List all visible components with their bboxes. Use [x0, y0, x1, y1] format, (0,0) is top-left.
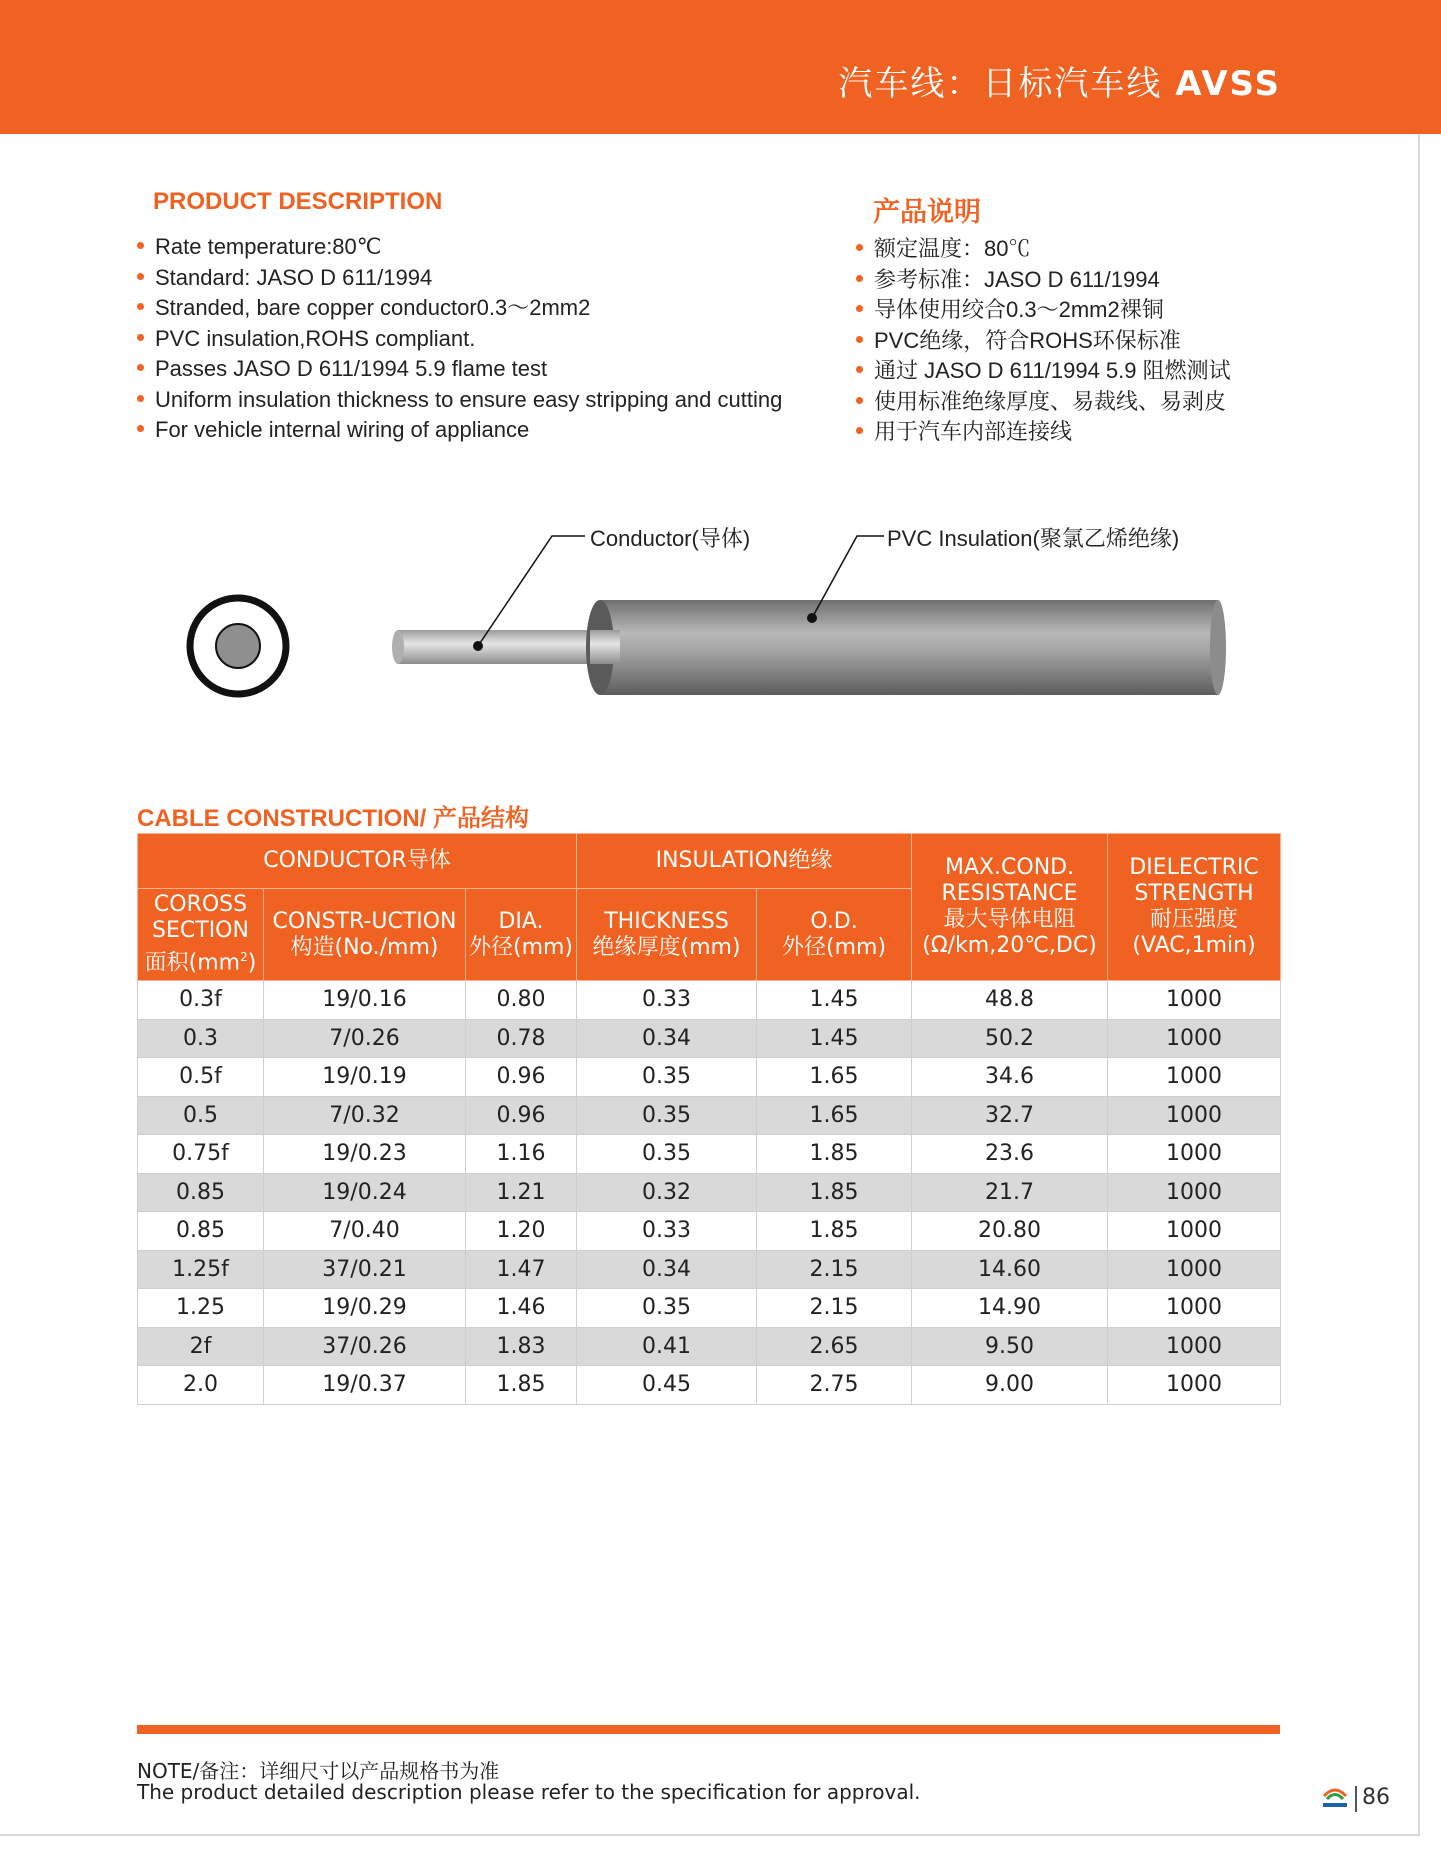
table-cell: 1.16	[466, 1135, 577, 1174]
table-row	[138, 1327, 1281, 1366]
table-row	[138, 1250, 1281, 1289]
page-number-separator	[1355, 1786, 1357, 1812]
table-cell: 0.85	[138, 1212, 264, 1251]
table-cell: 2.65	[757, 1327, 912, 1366]
table-cell: 0.96	[466, 1058, 577, 1097]
table-cell: 0.34	[577, 1250, 757, 1289]
cable-construction-table	[137, 833, 1281, 1405]
page-number: 86	[1362, 1785, 1390, 1810]
table-cell: 1000	[1108, 1135, 1281, 1174]
table-cell: 1000	[1108, 1058, 1281, 1097]
cable-construction-title: CABLE CONSTRUCTION/ 产品结构	[137, 805, 529, 832]
table-cell: 1000	[1108, 1327, 1281, 1366]
table-cell: 1000	[1108, 1019, 1281, 1058]
table-cell: 0.5f	[138, 1058, 264, 1097]
table-cell: 1.46	[466, 1289, 577, 1328]
product-description-list	[137, 232, 782, 446]
od-header: O.D. 外径(mm)	[757, 889, 912, 981]
table-cell: 1.47	[466, 1250, 577, 1289]
table-cell: 0.45	[577, 1366, 757, 1405]
table-cell: 1.21	[466, 1173, 577, 1212]
table-cell: 9.50	[912, 1327, 1108, 1366]
table-cell: 0.35	[577, 1135, 757, 1174]
table-cell: 21.7	[912, 1173, 1108, 1212]
resistance-header: MAX.COND. RESISTANCE 最大导体电阻 (Ω/km,20℃,DC)	[912, 834, 1108, 981]
table-cell: 19/0.24	[264, 1173, 466, 1212]
table-row	[138, 1173, 1281, 1212]
table-cell: 34.6	[912, 1058, 1108, 1097]
page-header	[0, 0, 1441, 134]
description-item: Stranded, bare copper conductor0.3～2mm2	[137, 293, 782, 324]
table-cell: 20.80	[912, 1212, 1108, 1251]
cable-diagram	[0, 500, 1441, 740]
table-cell: 0.5	[138, 1096, 264, 1135]
table-row	[138, 1058, 1281, 1097]
table-cell: 0.78	[466, 1019, 577, 1058]
table-cell: 50.2	[912, 1019, 1108, 1058]
construction-header: CONSTR-UCTION 构造(No./mm)	[264, 889, 466, 981]
table-row	[138, 1135, 1281, 1174]
table-row	[138, 1096, 1281, 1135]
product-description-title: PRODUCT DESCRIPTION	[153, 188, 443, 215]
table-cell: 1000	[1108, 1289, 1281, 1328]
description-item: PVC insulation,ROHS compliant.	[137, 324, 782, 355]
table-cell: 37/0.26	[264, 1327, 466, 1366]
description-item: Standard: JASO D 611/1994	[137, 263, 782, 294]
bottom-border-line	[0, 1834, 1420, 1836]
table-cell: 1.83	[466, 1327, 577, 1366]
table-cell: 1000	[1108, 1173, 1281, 1212]
table-cell: 2.15	[757, 1250, 912, 1289]
dielectric-header: DIELECTRIC STRENGTH 耐压强度 (VAC,1min)	[1108, 834, 1281, 981]
table-cell: 1.85	[757, 1173, 912, 1212]
table-row	[138, 1019, 1281, 1058]
conductor-label: Conductor(导体)	[590, 526, 751, 551]
table-row	[138, 981, 1281, 1020]
table-cell: 14.60	[912, 1250, 1108, 1289]
table-cell: 0.80	[466, 981, 577, 1020]
table-cell: 7/0.26	[264, 1019, 466, 1058]
table-row	[138, 1289, 1281, 1328]
table-cell: 19/0.37	[264, 1366, 466, 1405]
table-cell: 2f	[138, 1327, 264, 1366]
table-cell: 48.8	[912, 981, 1108, 1020]
table-cell: 0.35	[577, 1289, 757, 1328]
table-cell: 1.25f	[138, 1250, 264, 1289]
table-cell: 23.6	[912, 1135, 1108, 1174]
product-description-cn-title: 产品说明	[873, 197, 981, 227]
table-cell: 0.96	[466, 1096, 577, 1135]
page-title: 汽车线：日标汽车线 AVSS	[838, 64, 1281, 104]
table-body	[138, 981, 1281, 1405]
cross-section-icon	[190, 598, 286, 694]
footer-accent-bar	[137, 1725, 1280, 1734]
table-cell: 0.3f	[138, 981, 264, 1020]
description-item: For vehicle internal wiring of appliance	[137, 415, 782, 446]
description-item: 通过 JASO D 611/1994 5.9 阻燃测试	[856, 356, 1231, 387]
table-cell: 19/0.16	[264, 981, 466, 1020]
table-cell: 19/0.19	[264, 1058, 466, 1097]
table-cell: 1000	[1108, 1366, 1281, 1405]
table-cell: 0.32	[577, 1173, 757, 1212]
table-cell: 32.7	[912, 1096, 1108, 1135]
note-cn: NOTE/备注：详细尺寸以产品规格书为准	[137, 1759, 500, 1783]
table-cell: 2.75	[757, 1366, 912, 1405]
description-item: Uniform insulation thickness to ensure easy stripping and cutting	[137, 385, 782, 416]
table-cell: 7/0.40	[264, 1212, 466, 1251]
table-cell: 1.20	[466, 1212, 577, 1251]
table-cell: 0.34	[577, 1019, 757, 1058]
insulation-group-header: INSULATION绝缘	[577, 834, 912, 889]
table-cell: 0.75f	[138, 1135, 264, 1174]
table-row	[138, 1366, 1281, 1405]
table-cell: 0.3	[138, 1019, 264, 1058]
table-row	[138, 1212, 1281, 1251]
table-cell: 0.85	[138, 1173, 264, 1212]
table-cell: 9.00	[912, 1366, 1108, 1405]
table-cell: 0.35	[577, 1058, 757, 1097]
description-item: 使用标准绝缘厚度、易裁线、易剥皮	[856, 387, 1231, 418]
table-cell: 1000	[1108, 1096, 1281, 1135]
description-item: Rate temperature:80℃	[137, 232, 782, 263]
table-cell: 1.65	[757, 1096, 912, 1135]
note-en: The product detailed description please refer to the specification for approval.	[137, 1780, 921, 1804]
table-cell: 7/0.32	[264, 1096, 466, 1135]
table-cell: 1.85	[757, 1212, 912, 1251]
table-cell: 1.25	[138, 1289, 264, 1328]
insulation-label: PVC Insulation(聚氯乙烯绝缘)	[887, 526, 1180, 551]
company-logo-icon	[1320, 1784, 1350, 1810]
section-header: COROSS SECTION 面积$(mm^2)$	[138, 889, 264, 981]
conductor-group-header: CONDUCTOR导体	[138, 834, 577, 889]
table-cell: 2.15	[757, 1289, 912, 1328]
table-cell: 19/0.23	[264, 1135, 466, 1174]
table-cell: 1.45	[757, 1019, 912, 1058]
table-cell: 14.90	[912, 1289, 1108, 1328]
description-item: 导体使用绞合0.3～2mm2裸铜	[856, 295, 1231, 326]
description-item: 参考标准：JASO D 611/1994	[856, 265, 1231, 296]
table-cell: 1000	[1108, 1250, 1281, 1289]
table-cell: 1.85	[466, 1366, 577, 1405]
description-item: PVC绝缘，符合ROHS环保标准	[856, 326, 1231, 357]
table-cell: 1000	[1108, 1212, 1281, 1251]
description-item: 额定温度：80℃	[856, 234, 1231, 265]
thickness-header: THICKNESS 绝缘厚度(mm)	[577, 889, 757, 981]
description-item: 用于汽车内部连接线	[856, 417, 1231, 448]
table-cell: 0.35	[577, 1096, 757, 1135]
right-border-line	[1418, 134, 1420, 1834]
table-cell: 2.0	[138, 1366, 264, 1405]
product-description-cn-list	[856, 234, 1231, 448]
description-item: Passes JASO D 611/1994 5.9 flame test	[137, 354, 782, 385]
table-cell: 0.41	[577, 1327, 757, 1366]
table-cell: 1.65	[757, 1058, 912, 1097]
table-cell: 0.33	[577, 981, 757, 1020]
table-cell: 1.85	[757, 1135, 912, 1174]
table-cell: 1000	[1108, 981, 1281, 1020]
dia-header: DIA. 外径(mm)	[466, 889, 577, 981]
table-cell: 37/0.21	[264, 1250, 466, 1289]
table-cell: 0.33	[577, 1212, 757, 1251]
table-cell: 1.45	[757, 981, 912, 1020]
table-cell: 19/0.29	[264, 1289, 466, 1328]
